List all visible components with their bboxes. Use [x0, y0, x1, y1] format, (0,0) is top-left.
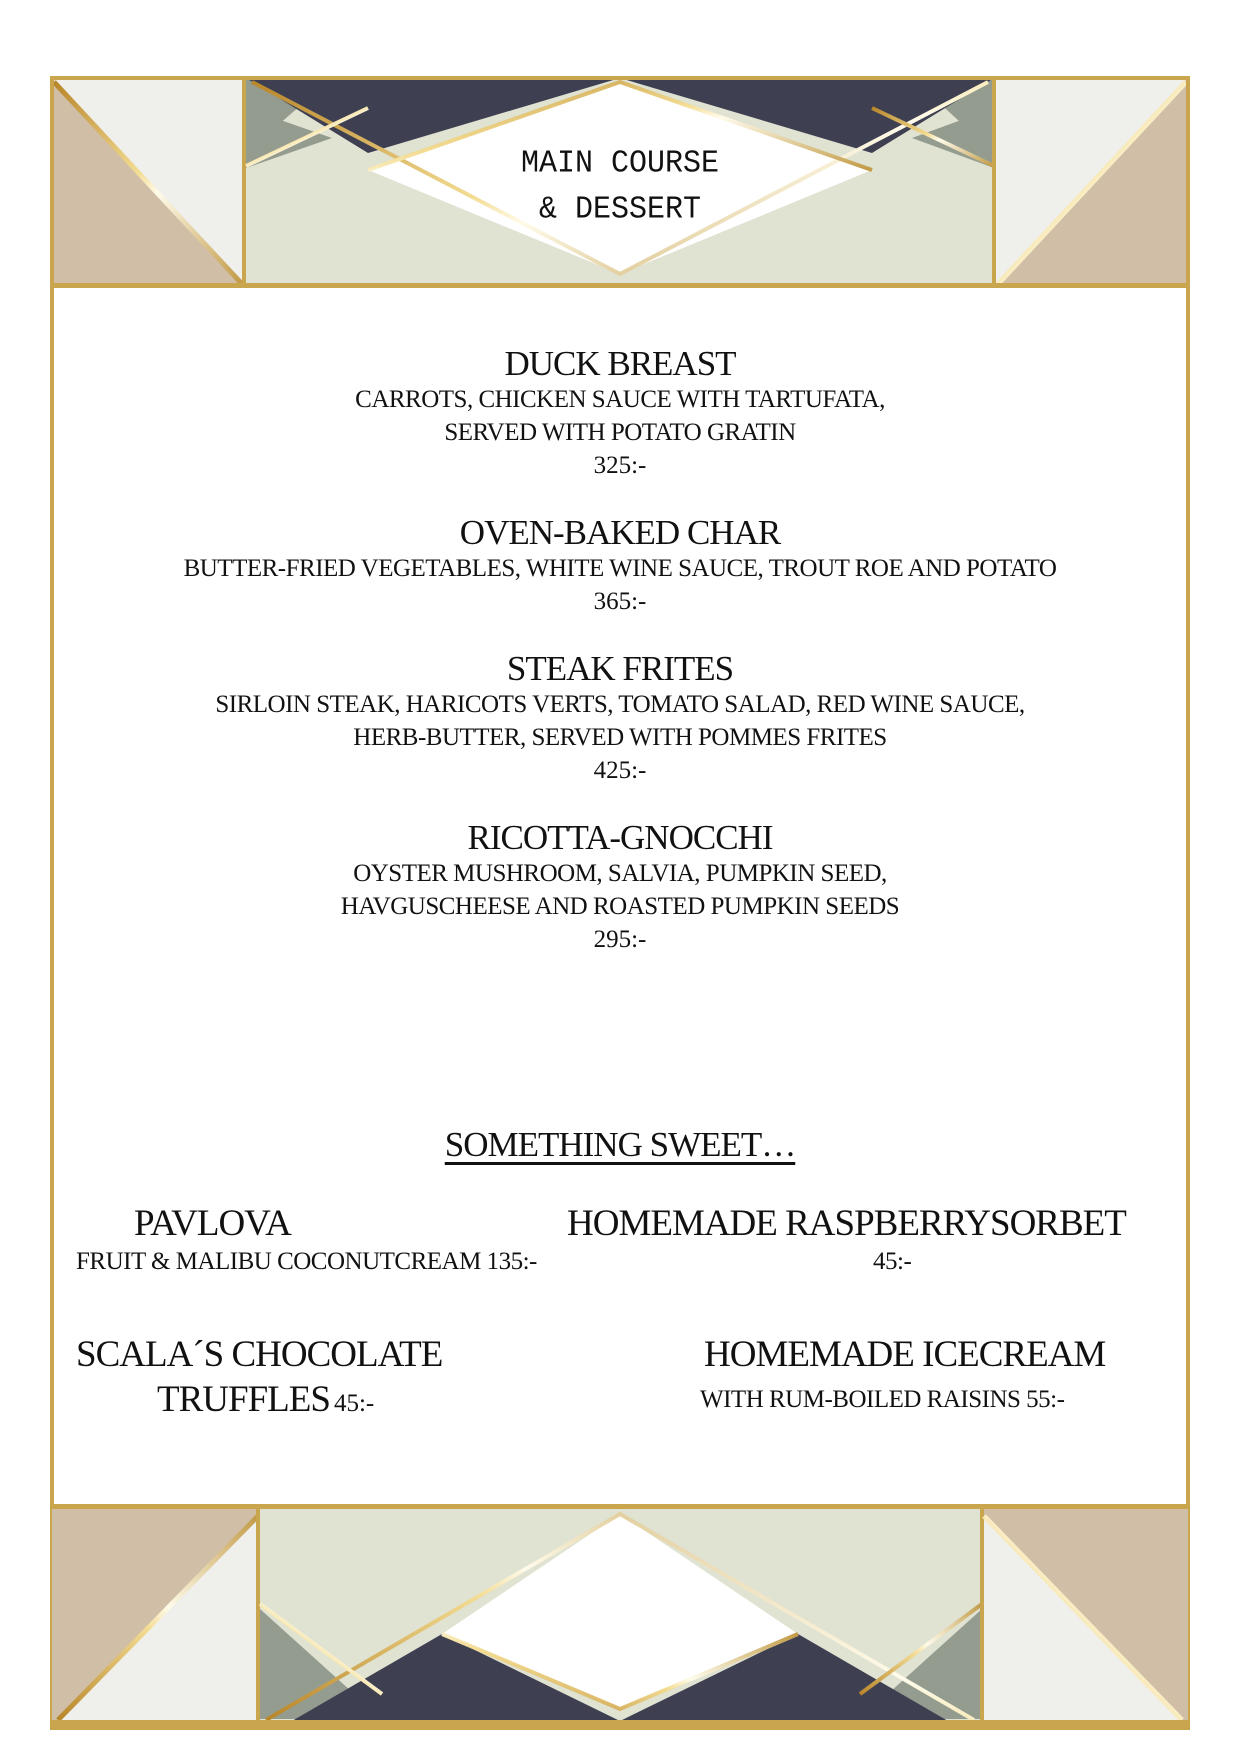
menu-title-line1: MAIN COURSE: [520, 146, 720, 182]
dessert-icecream-description: WITH RUM-BOILED RAISINS 55:-: [700, 1386, 1065, 1413]
dessert-section-heading: SOMETHING SWEET…: [444, 1125, 796, 1164]
dish-price: 425:-: [593, 757, 647, 784]
dish-price: 365:-: [593, 588, 647, 615]
dessert-section-title: [0, 1125, 1240, 1165]
dessert-sorbet-name: HOMEMADE RASPBERRYSORBET: [567, 1203, 1126, 1244]
dish-description: SIRLOIN STEAK, HARICOTS VERTS, TOMATO SALAD, RED WINE SAUCE,: [215, 691, 1025, 718]
dish-description: SERVED WITH POTATO GRATIN: [444, 419, 796, 446]
dessert-icecream-name: HOMEMADE ICECREAM: [704, 1334, 1106, 1375]
dish-name: RICOTTA-GNOCCHI: [467, 818, 773, 857]
dish-duck-breast: [0, 345, 1240, 482]
dish-description: OYSTER MUSHROOM, SALVIA, PUMPKIN SEED,: [353, 860, 887, 887]
dish-ricotta-gnocchi: [0, 819, 1240, 956]
dish-name: OVEN-BAKED CHAR: [459, 513, 781, 552]
dish-name: DUCK BREAST: [504, 344, 736, 383]
dessert-truffles-price: 45:-: [333, 1390, 375, 1417]
dish-steak-frites: [0, 650, 1240, 787]
dish-description: BUTTER-FRIED VEGETABLES, WHITE WINE SAUCE, TROUT ROE AND POTATO: [183, 555, 1057, 582]
dessert-sorbet-price: 45:-: [873, 1248, 912, 1275]
dessert-truffles-line2: [157, 1378, 374, 1421]
menu-title: [0, 141, 1240, 233]
menu-title-line2: & DESSERT: [538, 192, 702, 228]
dessert-pavlova-description: FRUIT & MALIBU COCONUTCREAM 135:-: [76, 1248, 537, 1275]
dessert-truffles-name-2: TRUFFLES: [157, 1379, 330, 1420]
dish-price: 325:-: [593, 452, 647, 479]
dish-name: STEAK FRITES: [506, 649, 734, 688]
dish-description: HAVGUSCHEESE AND ROASTED PUMPKIN SEEDS: [340, 893, 900, 920]
dish-description: CARROTS, CHICKEN SAUCE WITH TARTUFATA,: [355, 386, 885, 413]
dessert-truffles-name: SCALA´S CHOCOLATE: [76, 1334, 443, 1375]
dish-description: HERB-BUTTER, SERVED WITH POMMES FRITES: [353, 724, 887, 751]
dish-oven-baked-char: [0, 514, 1240, 618]
footer-decoration: [52, 1504, 1188, 1728]
art-deco-pattern-bottom: [52, 1504, 1188, 1728]
dish-price: 295:-: [593, 926, 647, 953]
dessert-pavlova-name: PAVLOVA: [134, 1203, 291, 1244]
